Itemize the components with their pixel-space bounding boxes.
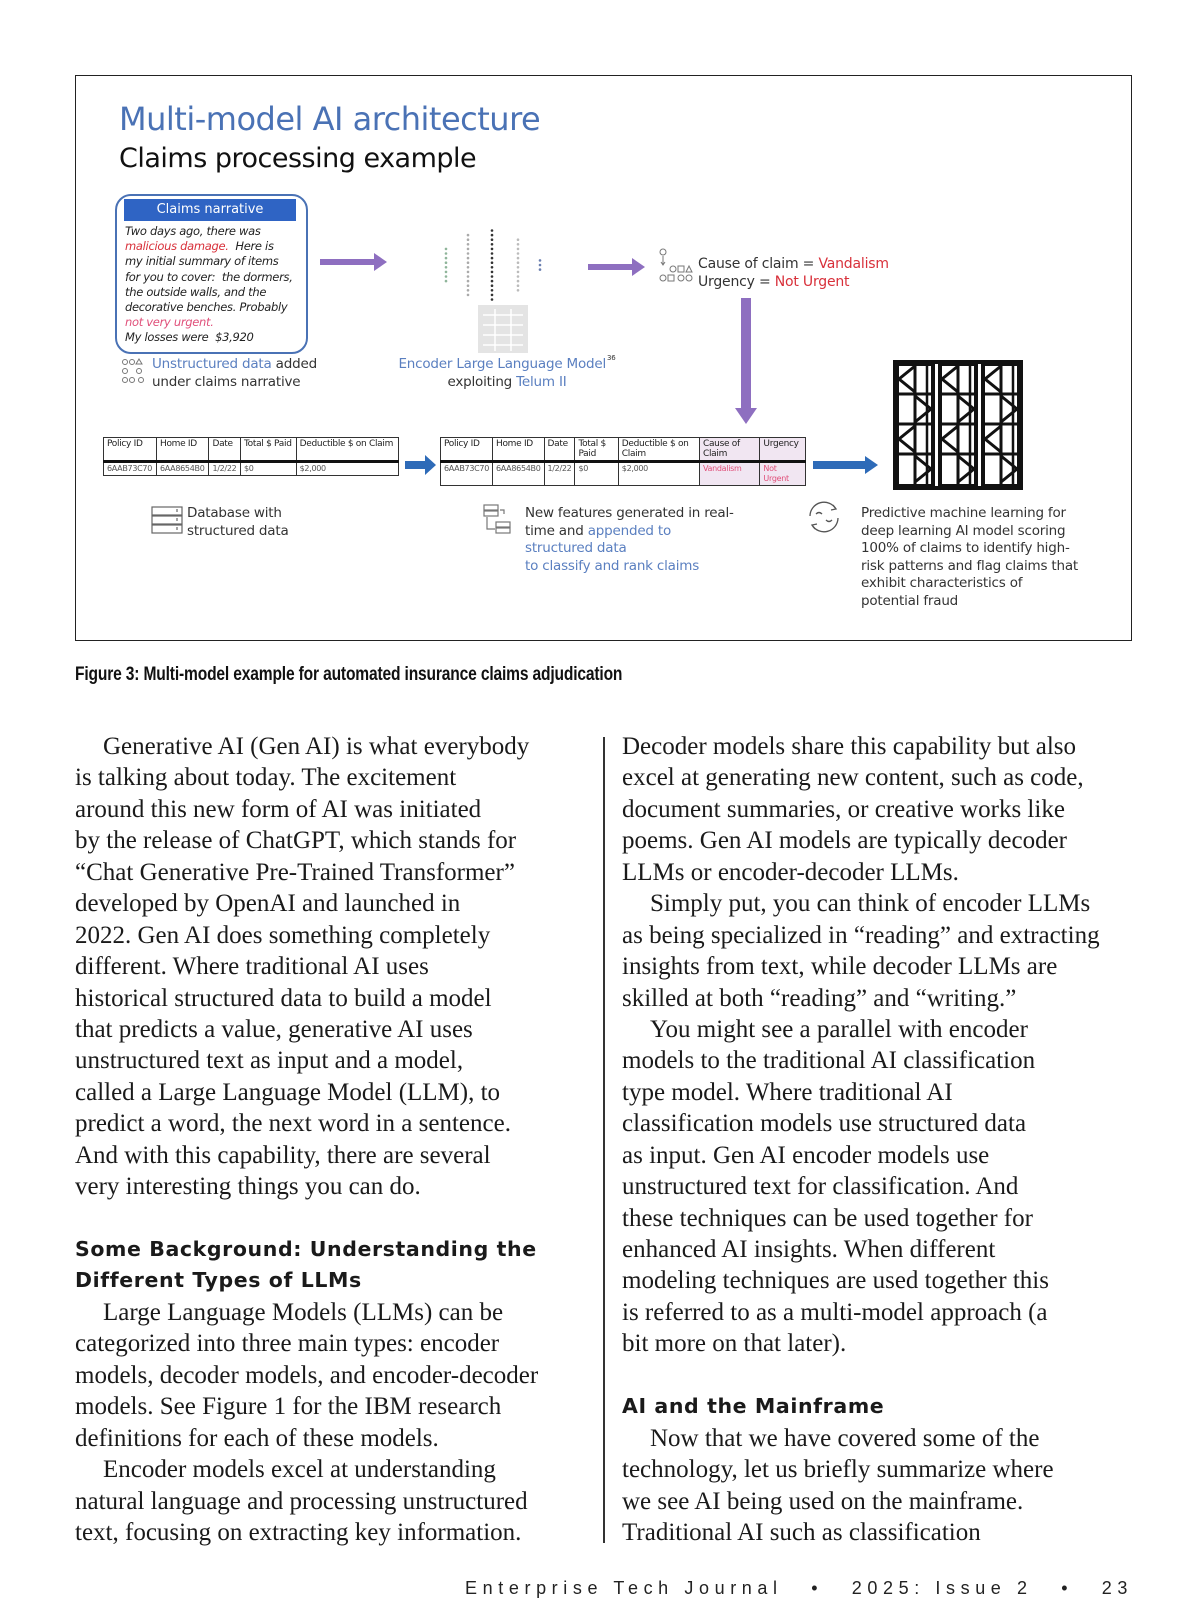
neuron-dot	[517, 248, 520, 251]
neuron-dot	[467, 266, 470, 269]
body-text-line: by the release of ChatGPT, which stands for	[75, 827, 517, 855]
structured-data-table	[103, 437, 399, 476]
body-text-line: that predicts a value, generative AI uses	[75, 1015, 473, 1043]
body-text-line: technology, let us briefly summarize where	[622, 1456, 1054, 1484]
body-text-line: is referred to as a multi-model approach (a	[622, 1298, 1048, 1326]
neuron-dot	[539, 268, 542, 271]
neuron-dot	[467, 243, 470, 246]
table-cell: 6AAB73C70	[104, 462, 157, 476]
body-text-line: around this new form of AI was initiated	[75, 795, 482, 823]
neuron-dot	[445, 248, 448, 251]
table-cell: $2,000	[296, 462, 398, 476]
neuron-dot	[517, 280, 520, 283]
table-cell: 6AAB73C70	[441, 462, 493, 486]
table-row	[441, 462, 806, 486]
new-features-label: New features generated in real- time and appended to structured data to classify and rank claims	[525, 505, 734, 574]
table-row	[104, 462, 399, 476]
neuron-dot	[445, 261, 448, 264]
narrative-segment: my initial summary of items	[125, 254, 279, 269]
grid-stroke	[1001, 396, 1017, 422]
neuron-dot	[491, 238, 494, 241]
narrative-segment: Two days ago, there was	[125, 224, 261, 238]
predictive-ml-label	[861, 505, 1078, 610]
body-text-line: natural language and processing unstructured	[75, 1487, 528, 1515]
neuron-dot	[467, 289, 470, 292]
body-text-line: different. Where traditional AI uses	[75, 953, 429, 981]
body-text-line: text, focusing on extracting key information.	[75, 1518, 522, 1546]
neuron-dot	[539, 264, 542, 267]
narrative-segment: decorative benches. Probably	[125, 300, 288, 315]
body-text-line: developed by OpenAI and launched in	[75, 890, 461, 918]
neuron-dot	[445, 252, 448, 255]
narrative-segment: the outside walls, and the	[125, 284, 267, 299]
neuron-dot	[517, 238, 520, 241]
arrow-right-icon	[588, 258, 646, 276]
neuron-dot	[517, 284, 520, 287]
table-header-cell: Home ID	[156, 438, 208, 462]
database-icon	[151, 506, 183, 534]
body-text-line: as input. Gen AI encoder models use	[622, 1141, 990, 1169]
grid-stroke	[915, 396, 931, 422]
body-text-line: categorized into three main types: encoder	[75, 1330, 500, 1358]
neuron-dot	[517, 261, 520, 264]
unstructured-data-label: Unstructured data added under claims narrative	[152, 356, 317, 390]
table-header-cell: Home ID	[493, 438, 545, 462]
grid-stroke	[899, 366, 915, 392]
body-text-line: models to the traditional AI classification	[622, 1047, 1036, 1075]
body-text-line: predict a word, the next word in a sentence.	[75, 1110, 511, 1138]
table-cell: Not Urgent	[760, 462, 806, 486]
neuron-dot	[491, 294, 494, 297]
telum-chip-icon	[478, 305, 528, 353]
narrative-line	[125, 239, 305, 254]
neuron-dot	[467, 261, 470, 264]
grid-stroke	[985, 426, 1001, 452]
predictive-ml-line: exhibit characteristics of	[861, 575, 1023, 591]
issue-label: 2025: Issue 2	[851, 1578, 1033, 1598]
body-text-line: models, decoder models, and encoder-decoder	[75, 1361, 539, 1389]
arrow-right-icon	[405, 455, 437, 475]
section-heading: Different Types of LLMs	[75, 1268, 362, 1293]
neuron-dot	[491, 284, 494, 287]
classification-result: Cause of claim = Vandalism Urgency = Not Urgent	[698, 256, 889, 290]
body-text-line: 2022. Gen AI does something completely	[75, 921, 491, 949]
neuron-dot	[467, 271, 470, 274]
claims-narrative-header: Claims narrative	[124, 199, 296, 221]
table-header-cell: Deductible $ on Claim	[618, 438, 699, 462]
arrow-right-icon	[813, 456, 879, 474]
neuron-dot	[491, 243, 494, 246]
narrative-line	[125, 315, 305, 330]
right-column-text	[622, 731, 1100, 1548]
body-text-line: Simply put, you can think of encoder LLMs	[650, 890, 1091, 918]
table-header-cell: Date	[544, 438, 575, 462]
neuron-dot	[467, 294, 470, 297]
body-text-line: definitions for each of these models.	[75, 1424, 439, 1452]
body-text-line: insights from text, while decoder LLMs are	[622, 953, 1058, 981]
footer-separator: •	[1061, 1578, 1074, 1598]
narrative-line	[125, 285, 305, 300]
body-text-line: bit more on that later).	[622, 1330, 847, 1358]
body-text-line: skilled at both “reading” and “writing.”	[622, 984, 1017, 1012]
arrow-down-icon	[735, 298, 757, 428]
neuron-dot	[517, 271, 520, 274]
body-text-line: And with this capability, there are several	[75, 1141, 491, 1169]
body-text-line	[622, 1360, 1100, 1391]
body-text-line: called a Large Language Model (LLM), to	[75, 1078, 501, 1106]
table-cell: 6AA8654B0	[493, 462, 545, 486]
neuron-dot	[467, 275, 470, 278]
left-column-text	[75, 731, 538, 1548]
table-header-cell: Date	[209, 438, 241, 462]
body-text-line: models. See Figure 1 for the IBM research	[75, 1393, 502, 1421]
predictive-ml-line: risk patterns and flag claims that	[861, 557, 1078, 574]
table-cell: Vandalism	[699, 462, 759, 486]
arrow-right-icon	[320, 253, 388, 271]
neuron-dot	[491, 248, 494, 251]
neuron-dot	[467, 238, 470, 241]
body-text-line: poems. Gen AI models are typically decoder	[622, 827, 1067, 855]
body-text-line: LLMs or encoder-decoder LLMs.	[622, 858, 959, 886]
body-text-line: document summaries, or creative works like	[622, 795, 1065, 823]
body-text-line: Traditional AI such as classification	[622, 1518, 981, 1546]
table-header-row	[441, 438, 806, 462]
neuron-dot	[467, 234, 470, 237]
table-header-cell: Policy ID	[441, 438, 493, 462]
neuron-dot	[491, 298, 494, 301]
body-text-line: Generative AI (Gen AI) is what everybody	[103, 733, 530, 760]
narrative-segment: Here is	[228, 239, 274, 254]
body-text-line: unstructured text as input and a model,	[75, 1047, 464, 1075]
grid-stroke	[942, 426, 958, 452]
body-text-line: Encoder models excel at understanding	[103, 1456, 496, 1484]
neuron-dot	[517, 289, 520, 292]
table-header-cell: Total $ Paid	[240, 438, 296, 462]
predictive-ml-line: potential fraud	[861, 592, 959, 609]
table-cell: 1/2/22	[209, 462, 241, 476]
body-text-line: excel at generating new content, such as code,	[622, 764, 1084, 792]
table-cell: $0	[575, 462, 618, 486]
section-heading: Some Background: Understanding the	[75, 1237, 537, 1261]
neuron-dot	[517, 252, 520, 255]
neuron-dot	[491, 229, 494, 232]
table-header-cell: Deductible $ on Claim	[296, 438, 398, 462]
body-text-line: Large Language Models (LLMs) can be	[103, 1298, 504, 1326]
publication-name: Enterprise Tech Journal	[465, 1578, 783, 1598]
neuron-dot	[539, 259, 542, 262]
narrative-segment: for you to cover: the dormers,	[125, 269, 293, 284]
table-header-cell: Urgency	[760, 438, 806, 462]
narrative-line	[125, 300, 305, 315]
neuron-dot	[517, 266, 520, 269]
body-text-line: Now that we have covered some of the	[650, 1424, 1040, 1452]
neuron-dot	[491, 289, 494, 292]
body-text-line: these techniques can be used together for	[622, 1204, 1033, 1232]
narrative-segment: not very urgent.	[125, 315, 214, 330]
table-header-cell: Policy ID	[104, 438, 157, 462]
body-text-line: type model. Where traditional AI	[622, 1078, 953, 1106]
page-number: 23	[1101, 1578, 1133, 1598]
predictive-ml-line: Predictive machine learning for	[861, 505, 1066, 521]
grid-stroke	[1001, 456, 1017, 482]
grid-stroke	[942, 366, 958, 392]
body-text-line: enhanced AI insights. When different	[622, 1236, 996, 1263]
table-header-cell: Cause of Claim	[699, 438, 759, 462]
neuron-dot	[491, 271, 494, 274]
narrative-line	[125, 254, 305, 269]
footnote-superscript: 36	[607, 354, 616, 362]
body-text-line: unstructured text for classification. And	[622, 1173, 1019, 1201]
neuron-dot	[491, 261, 494, 264]
table-cell: $2,000	[618, 462, 699, 486]
body-text-line	[75, 1203, 538, 1234]
neuron-dot	[491, 252, 494, 255]
body-text-line: very interesting things you can do.	[75, 1173, 421, 1201]
neuron-dot	[467, 280, 470, 283]
encoder-llm-label: Encoder Large Language Model$^{36}$ exploiting Telum II	[398, 354, 616, 390]
predictive-ml-line: deep learning AI model scoring	[861, 522, 1066, 539]
page-footer	[465, 1578, 1133, 1599]
append-features-icon	[483, 504, 517, 536]
body-text-line: classification models use structured data	[622, 1110, 1027, 1138]
narrative-line	[125, 330, 305, 345]
table-cell: 6AA8654B0	[156, 462, 208, 476]
predictive-ml-line: 100% of claims to identify high-	[861, 540, 1070, 556]
neuron-dot	[445, 275, 448, 278]
table-header-cell: Total $ Paid	[575, 438, 618, 462]
claims-narrative-text	[125, 224, 305, 346]
refresh-cycle-icon	[806, 500, 842, 534]
body-text-line: Decoder models share this capability but also	[622, 733, 1077, 760]
footer-separator: •	[811, 1578, 824, 1598]
classification-icon	[658, 248, 696, 282]
grid-stroke	[985, 366, 1001, 392]
neural-network-icon	[440, 226, 570, 304]
neuron-dot	[517, 243, 520, 246]
column-divider	[603, 737, 605, 1543]
neuron-dot	[445, 280, 448, 283]
neuron-dot	[491, 266, 494, 269]
grid-stroke	[958, 456, 974, 482]
neuron-dot	[445, 271, 448, 274]
figure-title: Multi-model AI architecture	[119, 100, 541, 138]
section-heading: AI and the Mainframe	[622, 1394, 885, 1419]
table-cell: $0	[240, 462, 296, 476]
fraud-detection-model-icon	[893, 360, 1023, 490]
narrative-segment: malicious damage.	[125, 239, 229, 254]
body-text-line: is talking about today. The excitement	[75, 764, 457, 792]
enriched-data-table	[440, 437, 806, 486]
grid-stroke	[899, 426, 915, 452]
body-text-line: as being specialized in “reading” and extracting	[622, 921, 1100, 949]
body-text-line: “Chat Generative Pre-Trained Transformer”	[75, 858, 515, 886]
neuron-dot	[467, 252, 470, 255]
body-text-line: You might see a parallel with encoder	[650, 1015, 1028, 1043]
neuron-dot	[517, 257, 520, 260]
neuron-dot	[491, 280, 494, 283]
unstructured-data-icon	[121, 358, 147, 386]
neuron-dot	[517, 275, 520, 278]
narrative-segment: My losses were $3,920	[125, 330, 254, 345]
grid-stroke	[958, 396, 974, 422]
database-label: Database with structured data	[187, 505, 289, 539]
body-text-line: modeling techniques are used together this	[622, 1267, 1049, 1295]
grid-stroke	[915, 456, 931, 482]
figure-subtitle: Claims processing example	[119, 143, 477, 174]
narrative-line	[125, 270, 305, 285]
neuron-dot	[491, 275, 494, 278]
table-cell: 1/2/22	[544, 462, 575, 486]
neuron-dot	[467, 248, 470, 251]
body-text-line: historical structured data to build a model	[75, 984, 492, 1012]
figure-caption: Figure 3: Multi-model example for automated insurance claims adjudication	[75, 664, 623, 685]
body-text-line: we see AI being used on the mainframe.	[622, 1487, 1024, 1515]
neuron-dot	[467, 284, 470, 287]
neuron-dot	[467, 257, 470, 260]
narrative-line	[125, 224, 305, 239]
neuron-dot	[491, 234, 494, 237]
neuron-dot	[445, 257, 448, 260]
neuron-dot	[491, 257, 494, 260]
table-header-row	[104, 438, 399, 462]
neuron-dot	[445, 266, 448, 269]
